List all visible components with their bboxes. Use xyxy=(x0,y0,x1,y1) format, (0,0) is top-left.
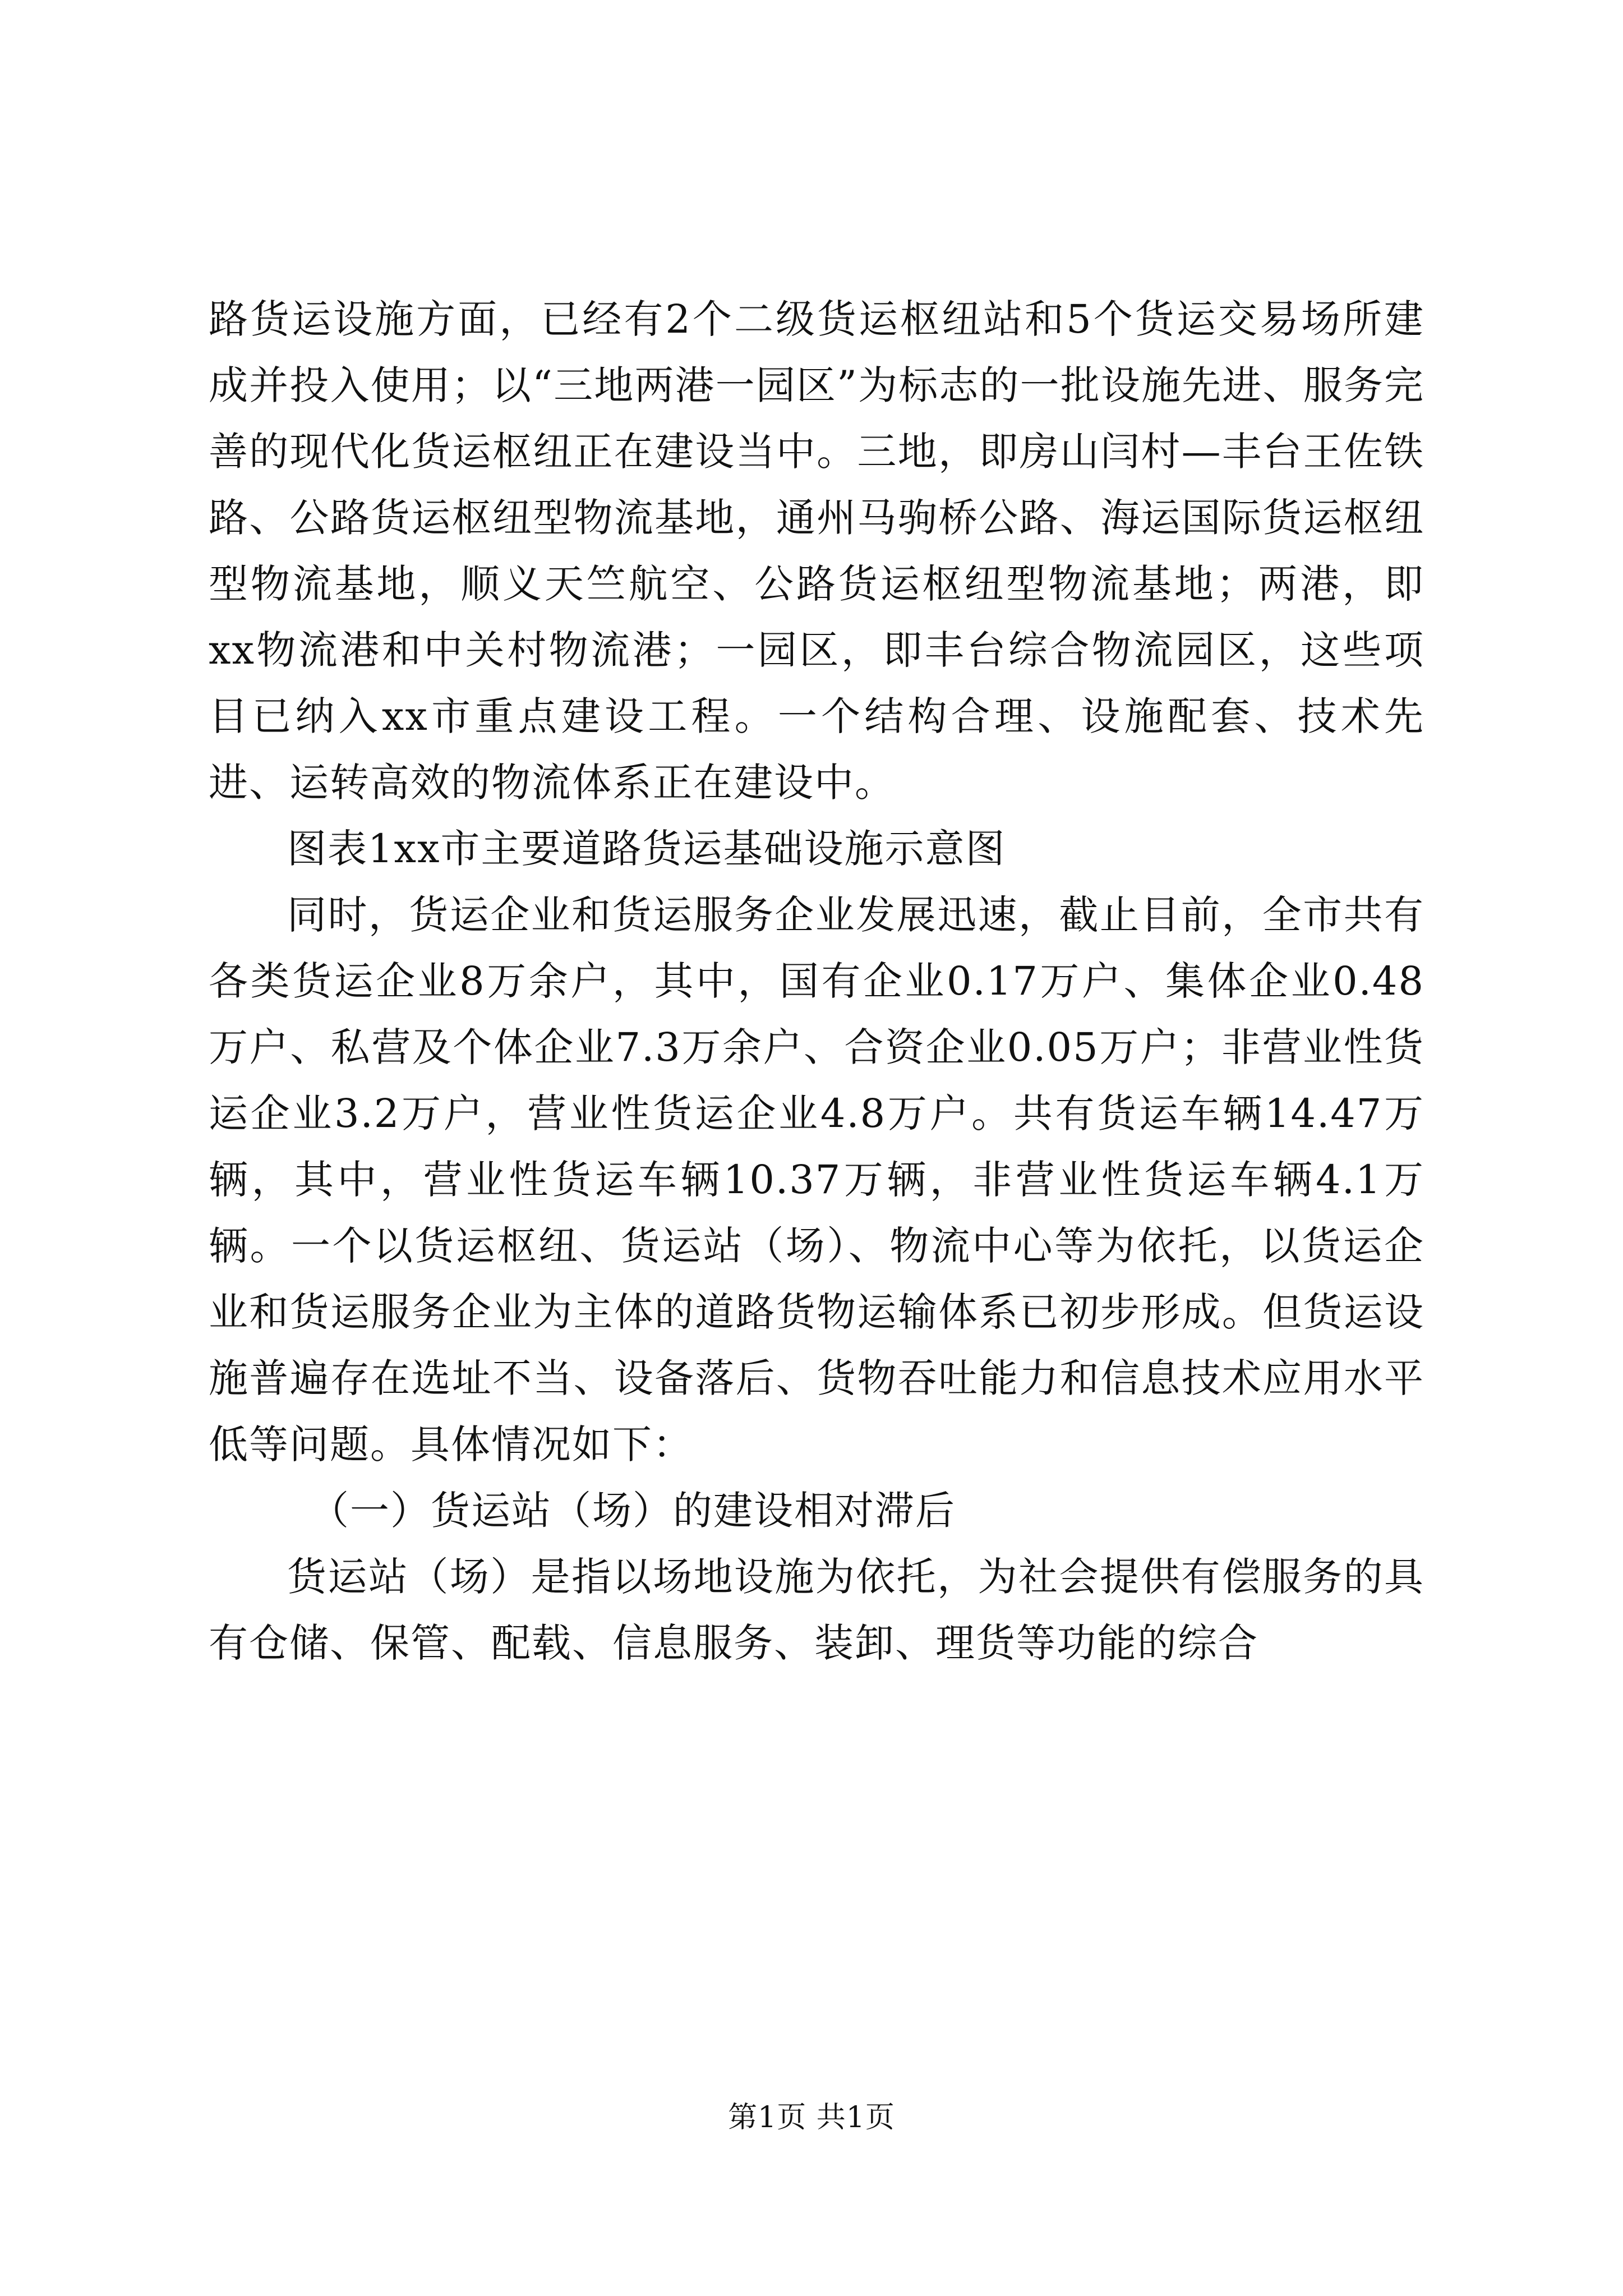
paragraph-freight-stations: 货运站（场）是指以场地设施为依托，为社会提供有偿服务的具有仓储、保管、配载、信息服务、装卸、理货等功能的综合 xyxy=(209,1554,1424,1666)
section-heading: （一）货运站（场）的建设相对滞后 xyxy=(310,1488,956,1534)
paragraph-freight-facilities: 路货运设施方面，已经有2个二级货运枢纽站和5个货运交易场所建成并投入使用；以“三地两港一园区”为标志的一批设施先进、服务完善的现代化货运枢纽正在建设当中。三地，即房山闫村—丰台王佐铁路、公路货运枢纽型物流基地，通州马驹桥公路、海运国际货运枢纽型物流基地，顺义天竺航空、公路货运枢纽型物流基地；两港，即xx物流港和中关村物流港；一园区，即丰台综合物流园区，这些项目已纳入xx市重点建设工程。一个结构合理、设施配套、技术先进、运转高效的物流体系正在建设中。 xyxy=(209,296,1424,806)
figure-caption: 图表1xx市主要道路货运基础设施示意图 xyxy=(287,826,1006,872)
page-footer: 第1页 共1页 xyxy=(728,2101,895,2134)
document-body xyxy=(209,286,1424,1676)
paragraph-freight-enterprises: 同时，货运企业和货运服务企业发展迅速，截止目前，全市共有各类货运企业8万余户，其中，国有企业0.17万户、集体企业0.48万户、私营及个体企业7.3万余户、合资企业0.05万户；非营业性货运企业3.2万户，营业性货运企业4.8万户。共有货运车辆14.47万辆，其中，营业性货运车辆10.37万辆，非营业性货运车辆4.1万辆。一个以货运枢纽、货运站（场）、物流中心等为依托，以货运企业和货运服务企业为主体的道路货物运输体系已初步形成。但货运设施普遍存在选址不当、设备落后、货物吞吐能力和信息技术应用水平低等问题。具体情况如下： xyxy=(209,892,1424,1467)
